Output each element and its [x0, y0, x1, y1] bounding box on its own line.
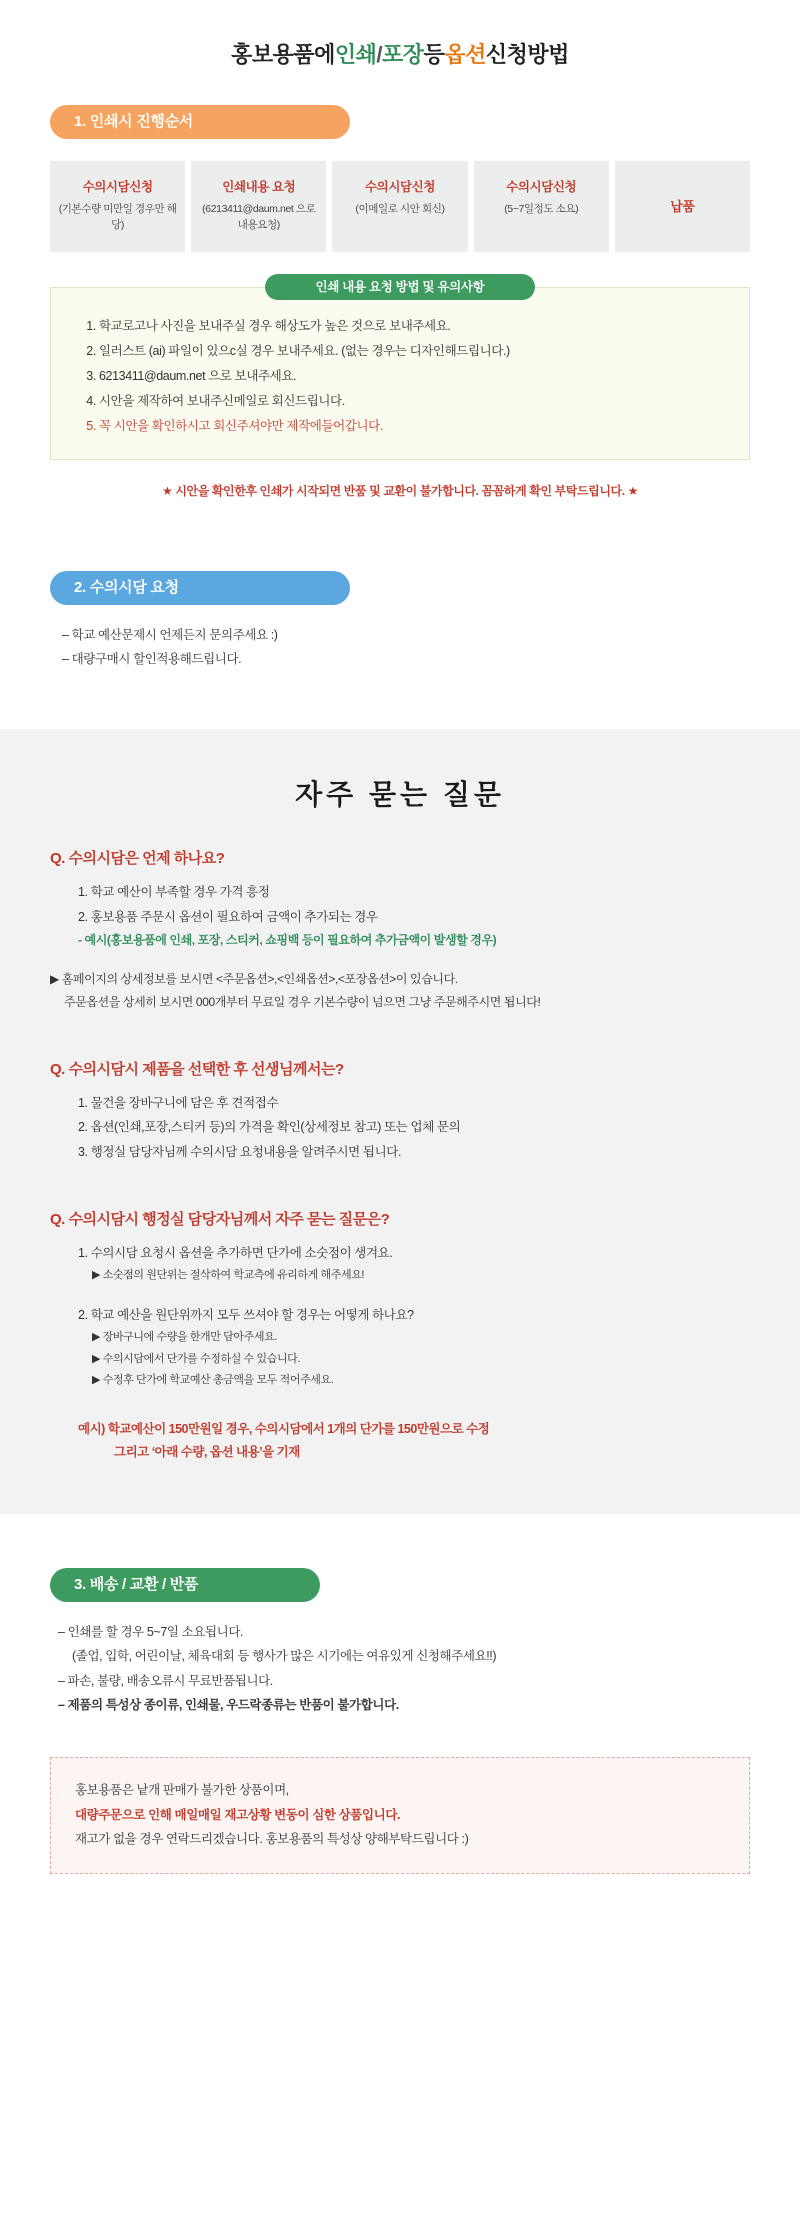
stock-notice-box	[50, 1757, 750, 1874]
title-part3: 신청	[485, 42, 528, 67]
faq-answer-example: - 예시(홍보용품에 인쇄, 포장, 스티커, 쇼핑백 등이 필요하여 추가금액이 발생할 경우)	[78, 933, 497, 947]
shipping-line: – 인쇄를 할 경우 5~7일 소요됩니다.	[58, 1624, 244, 1639]
notice-item: 2. 일러스트 (ai) 파일이 있으с실 경우 보내주세요. (없는 경우는 디자인해드립니다.)	[99, 339, 723, 364]
section-2-header: 2. 수의시담 요청	[50, 571, 350, 605]
step-item	[191, 161, 326, 252]
section-2-line: – 대량구매시 할인적용해드립니다.	[62, 651, 242, 666]
faq-section	[0, 729, 800, 1514]
title-accent-package: 포장	[382, 42, 424, 67]
section-2-lines	[62, 623, 750, 672]
title-accent-print: 인쇄	[334, 42, 377, 67]
faq-title: 자주 묻는 질문	[295, 779, 505, 811]
step-subtitle: (기본수량 미만일 경우만 해당)	[58, 203, 177, 231]
faq-question-2: Q. 수의시담시 제품을 선택한 후 선생님께서는?	[50, 1060, 344, 1078]
print-notice	[50, 274, 750, 460]
faq-note-line: ▶ 홈페이지의 상세정보를 보시면 <주문옵션>,<인쇄옵션>,<포장옵션>이 있습니다.	[50, 972, 458, 987]
step-title: 납품	[670, 198, 695, 214]
faq-answer-line: 2. 학교 예산을 원단위까지 모두 쓰셔야 할 경우는 어떻게 하나요?	[78, 1307, 414, 1322]
shipping-line: – 파손, 불량, 배송오류시 무료반품됩니다.	[58, 1673, 273, 1688]
step-item	[332, 161, 467, 252]
shipping-line: – 제품의 특성상 종이류, 인쇄물, 우드락종류는 반품이 불가합니다.	[58, 1697, 399, 1712]
print-warning: ★ 시안을 확인한후 인쇄가 시작되면 반품 및 교환이 불가합니다. 꼼꼼하게 확인 부탁드립니다. ★	[162, 483, 638, 498]
faq-question-1: Q. 수의시담은 언제 하나요?	[50, 850, 225, 868]
faq-answer-subline: ▶ 소숫점의 원단위는 절삭하여 학교측에 유리하게 해주세요!	[92, 1269, 365, 1282]
page-title	[0, 0, 800, 69]
title-accent-option: 옵션	[444, 42, 486, 67]
faq-answer-line: 2. 옵션(인쇄,포장,스티커 등)의 가격을 확인(상세정보 참고) 또는 업체 문의	[78, 1120, 461, 1135]
faq-answer-line: 2. 홍보용품 주문시 옵션이 필요하여 금액이 추가되는 경우	[78, 909, 378, 924]
title-separator: /	[376, 42, 383, 67]
page-bottom-spacer	[0, 1874, 800, 1934]
faq-example-line: 그리고 ‘아래 수량, 옵션 내용’을 기재	[114, 1444, 300, 1459]
faq-example	[78, 1418, 750, 1464]
faq-answer-line: 3. 행정실 담당자님께 수의시담 요청내용을 알려주시면 됩니다.	[78, 1144, 402, 1159]
faq-note-1	[50, 968, 750, 1014]
step-title: 수의시담신청	[506, 180, 577, 194]
step-item	[474, 161, 609, 252]
step-subtitle: (6213411@daum.net 으로 내용요청)	[202, 203, 316, 231]
step-subtitle: (5~7일정도 소요)	[504, 203, 579, 215]
notice-body	[50, 287, 750, 460]
title-part1: 홍보용품에	[231, 42, 335, 67]
faq-answer-line: 1. 학교 예산이 부족할 경우 가격 흥정	[78, 885, 270, 900]
faq-answer-subline: ▶ 수정후 단가에 학교예산 총금액을 모두 적어주세요.	[92, 1374, 334, 1387]
faq-answer-2	[78, 1091, 750, 1164]
faq-question-3: Q. 수의시담시 행정실 담당자님께서 자주 묻는 질문은?	[50, 1211, 390, 1229]
shipping-line: (졸업, 입학, 어린이날, 체육대회 등 행사가 많은 시기에는 여유있게 신청해주세요!!)	[72, 1649, 497, 1664]
notice-item: 1. 학교로고나 사진을 보내주실 경우 해상도가 높은 것으로 보내주세요.	[99, 314, 723, 339]
notice-item: 5. 꼭 시안을 확인하시고 회신주셔야만 제작에들어갑니다.	[99, 414, 723, 439]
step-title: 수의시담신청	[364, 180, 436, 194]
faq-note-line: 주문옵션을 상세히 보시면 000개부터 무료일 경우 기본수량이 넘으면 그냥 주문해주시면 됩니다!	[64, 995, 541, 1010]
notice-item: 4. 시안을 제작하여 보내주신메일로 회신드립니다.	[99, 389, 723, 414]
faq-example-line: 예시) 학교예산이 150만원일 경우, 수의시담에서 1개의 단가를 150만원으로 수정	[78, 1421, 490, 1436]
title-part2: 등	[423, 42, 445, 67]
step-title: 수의시담신청	[82, 180, 153, 194]
step-item	[50, 161, 185, 252]
step-item	[615, 161, 750, 252]
stock-notice-line-highlight: 대량주문으로 인해 매일매일 재고상황 변동이 심한 상품입니다.	[75, 1807, 401, 1822]
stock-notice-line: 홍보용품은 낱개 판매가 불가한 상품이며,	[75, 1783, 289, 1798]
section-2-line: – 학교 예산문제시 언제든지 문의주세요 :)	[62, 627, 278, 642]
shipping-lines	[58, 1620, 750, 1718]
faq-answer-line: 1. 수의시담 요청시 옵션을 추가하면 단가에 소숫점이 생겨요.	[78, 1246, 393, 1261]
title-part4: 방법	[527, 42, 569, 67]
step-subtitle: (이메일로 시안 회신)	[355, 203, 445, 215]
stock-notice-line: 재고가 없을 경우 연락드리겠습니다. 홍보용품의 특성상 양해부탁드립니다 :)	[75, 1832, 469, 1847]
faq-answer-3	[78, 1241, 750, 1392]
faq-answer-subline: ▶ 수의시담에서 단가를 수정하실 수 있습니다.	[92, 1352, 301, 1365]
notice-item: 3. 6213411@daum.net 으로 보내주세요.	[99, 364, 723, 389]
section-1-header: 1. 인쇄시 진행순서	[50, 105, 350, 139]
step-title: 인쇄내용 요청	[222, 180, 296, 194]
faq-answer-subline: ▶ 장바구니에 수량을 한개만 담아주세요.	[92, 1331, 277, 1344]
faq-answer-line: 1. 물건을 장바구니에 담은 후 견적접수	[78, 1095, 279, 1110]
notice-header: 인쇄 내용 요청 방법 및 유의사항	[265, 274, 535, 300]
section-3-header: 3. 배송 / 교환 / 반품	[50, 1568, 320, 1602]
process-steps	[50, 161, 750, 252]
faq-answer-1	[78, 880, 750, 952]
